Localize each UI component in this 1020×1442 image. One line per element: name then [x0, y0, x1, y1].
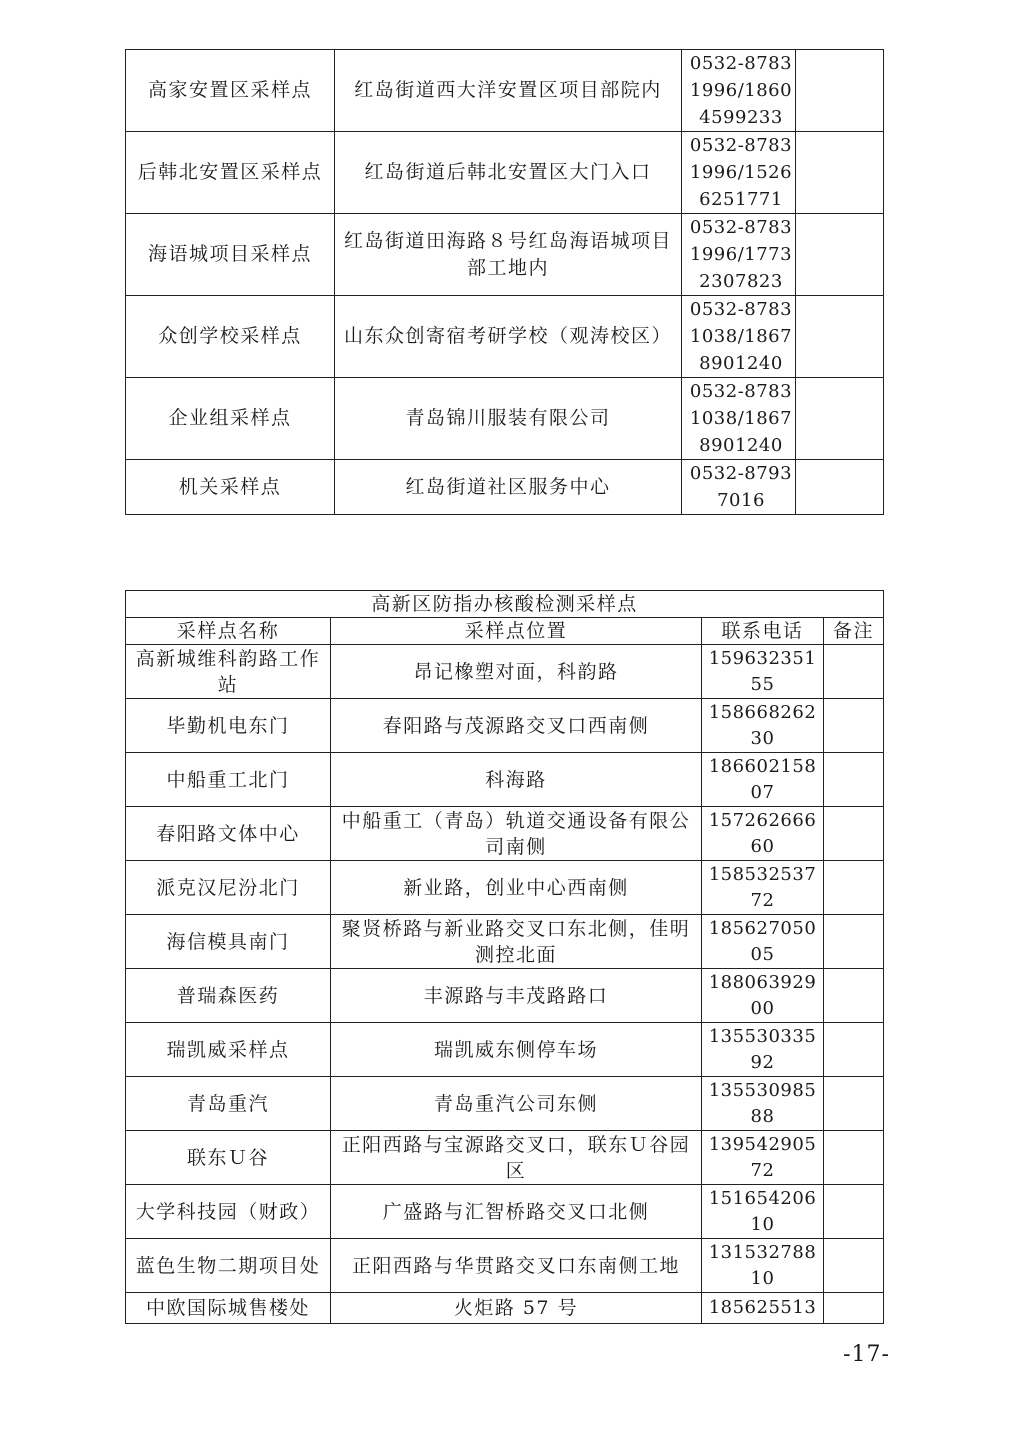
site-note: [796, 50, 884, 132]
site-name: 中欧国际城售楼处: [126, 1293, 331, 1324]
site-phone: 0532-87831996/18604599233: [689, 53, 793, 128]
site-location: 广盛路与汇智桥路交叉口北侧: [331, 1185, 702, 1239]
site-location: 红岛街道社区服务中心: [335, 460, 682, 515]
table-row: [126, 378, 884, 460]
site-name: 机关采样点: [126, 460, 335, 515]
header-name: 采样点名称: [126, 618, 331, 645]
site-phone: 18562705005: [708, 917, 817, 965]
site-name: 联东Ｕ谷: [126, 1131, 331, 1185]
table-row: [126, 915, 884, 969]
site-phone: 0532-87831996/15266251771: [689, 135, 793, 210]
site-phone: 15963235155: [708, 647, 817, 695]
site-location: 新业路，创业中心西南侧: [331, 861, 702, 915]
site-phone: 0532-87831996/17732307823: [689, 217, 793, 292]
table-row: [126, 214, 884, 296]
table-row: [126, 1293, 884, 1324]
site-phone: 185625513: [708, 1297, 817, 1318]
header-phone: 联系电话: [702, 618, 824, 645]
site-note: [796, 296, 884, 378]
table-row: [126, 969, 884, 1023]
site-location: 红岛街道后韩北安置区大门入口: [335, 132, 682, 214]
site-location: 科海路: [331, 753, 702, 807]
site-phone: 0532-87937016: [689, 463, 793, 511]
table-row: [126, 861, 884, 915]
page-number: -17-: [843, 1342, 890, 1367]
table-row: [126, 807, 884, 861]
site-phone: 15866826230: [708, 701, 817, 749]
site-note: [796, 132, 884, 214]
site-name: 普瑞森医药: [126, 969, 331, 1023]
site-name: 毕勤机电东门: [126, 699, 331, 753]
site-note: [824, 1293, 884, 1324]
sampling-points-table-2: [125, 590, 884, 1324]
site-name: 高家安置区采样点: [126, 50, 335, 132]
table-row: [126, 1077, 884, 1131]
table-header-row: [126, 618, 884, 645]
site-phone: 18806392900: [708, 971, 817, 1019]
site-location: 聚贤桥路与新业路交叉口东北侧，佳明测控北面: [331, 915, 702, 969]
table-row: [126, 132, 884, 214]
site-phone: 15165420610: [708, 1187, 817, 1235]
site-phone: 18660215807: [708, 755, 817, 803]
site-location: 红岛街道西大洋安置区项目部院内: [335, 50, 682, 132]
site-note: [824, 699, 884, 753]
site-name: 后韩北安置区采样点: [126, 132, 335, 214]
site-name: 高新城维科韵路工作站: [126, 645, 331, 699]
site-location: 昂记橡塑对面，科韵路: [331, 645, 702, 699]
header-note: 备注: [824, 618, 884, 645]
site-note: [824, 915, 884, 969]
site-location: 丰源路与丰茂路路口: [331, 969, 702, 1023]
table-row: [126, 296, 884, 378]
site-name: 众创学校采样点: [126, 296, 335, 378]
sampling-points-table-1: [125, 49, 884, 515]
site-phone: 0532-87831038/18678901240: [689, 299, 793, 374]
table-title: 高新区防指办核酸检测采样点: [126, 591, 884, 618]
site-note: [824, 753, 884, 807]
site-name: 企业组采样点: [126, 378, 335, 460]
site-note: [796, 214, 884, 296]
site-name: 海语城项目采样点: [126, 214, 335, 296]
site-phone: 15853253772: [708, 863, 817, 911]
site-phone: 13153278810: [708, 1241, 817, 1289]
site-location: 山东众创寄宿考研学校（观涛校区）: [335, 296, 682, 378]
site-phone: 13553098588: [708, 1079, 817, 1127]
site-note: [824, 1023, 884, 1077]
site-note: [824, 969, 884, 1023]
site-name: 中船重工北门: [126, 753, 331, 807]
site-name: 蓝色生物二期项目处: [126, 1239, 331, 1293]
site-location: 正阳西路与宝源路交叉口，联东Ｕ谷园区: [331, 1131, 702, 1185]
site-name: 春阳路文体中心: [126, 807, 331, 861]
table-row: [126, 1131, 884, 1185]
table-row: [126, 699, 884, 753]
site-note: [796, 460, 884, 515]
site-note: [824, 645, 884, 699]
site-phone: 13954290572: [708, 1133, 817, 1181]
site-phone: 0532-87831038/18678901240: [689, 381, 793, 456]
site-location: 红岛街道田海路８号红岛海语城项目部工地内: [335, 214, 682, 296]
site-name: 派克汉尼汾北门: [126, 861, 331, 915]
site-name: 瑞凯威采样点: [126, 1023, 331, 1077]
site-note: [824, 1239, 884, 1293]
site-note: [824, 1077, 884, 1131]
site-note: [824, 807, 884, 861]
site-location: 正阳西路与华贯路交叉口东南侧工地: [331, 1239, 702, 1293]
site-name: 海信模具南门: [126, 915, 331, 969]
site-phone: 15726266660: [708, 809, 817, 857]
table-row: [126, 1023, 884, 1077]
table-row: [126, 1239, 884, 1293]
header-location: 采样点位置: [331, 618, 702, 645]
table-row: [126, 50, 884, 132]
site-location: 春阳路与茂源路交叉口西南侧: [331, 699, 702, 753]
table-row: [126, 753, 884, 807]
site-name: 大学科技园（财政）: [126, 1185, 331, 1239]
site-location: 火炬路 57 号: [331, 1293, 702, 1324]
table-row: [126, 460, 884, 515]
site-note: [824, 1185, 884, 1239]
site-location: 青岛锦川服装有限公司: [335, 378, 682, 460]
site-location: 瑞凯威东侧停车场: [331, 1023, 702, 1077]
site-name: 青岛重汽: [126, 1077, 331, 1131]
site-note: [796, 378, 884, 460]
table-row: [126, 645, 884, 699]
site-location: 中船重工（青岛）轨道交通设备有限公司南侧: [331, 807, 702, 861]
site-note: [824, 1131, 884, 1185]
table-title-row: [126, 591, 884, 618]
table-row: [126, 1185, 884, 1239]
site-location: 青岛重汽公司东侧: [331, 1077, 702, 1131]
site-phone: 13553033592: [708, 1025, 817, 1073]
site-note: [824, 861, 884, 915]
